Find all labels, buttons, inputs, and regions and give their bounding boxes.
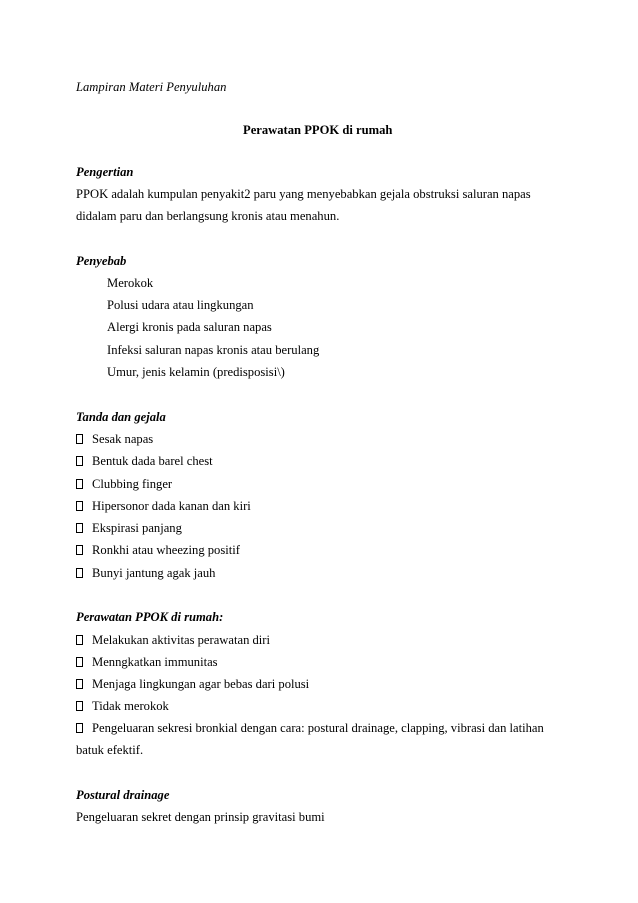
- perawatan-item-3: [76, 676, 309, 692]
- tanda-item-label: Hipersonor dada kanan dan kiri: [92, 499, 251, 513]
- checkbox-glyph-icon: [76, 568, 83, 578]
- postural-heading: Postural drainage: [76, 788, 170, 802]
- penyebab-item-5: Umur, jenis kelamin (predisposisi\): [107, 365, 285, 379]
- postural-line: Pengeluaran sekret dengan prinsip gravitasi bumi: [76, 810, 325, 824]
- lampiran-label: Lampiran Materi Penyuluhan: [76, 80, 227, 94]
- penyebab-item-3: Alergi kronis pada saluran napas: [107, 320, 272, 334]
- perawatan-item-label: Menngkatkan immunitas: [92, 655, 218, 669]
- perawatan-item-5: [76, 720, 544, 736]
- checkbox-glyph-icon: [76, 479, 83, 489]
- pengertian-heading: Pengertian: [76, 165, 134, 179]
- checkbox-glyph-icon: [76, 635, 83, 645]
- tanda-item-5: [76, 520, 182, 536]
- tanda-item-6: [76, 542, 240, 558]
- tanda-item-label: Sesak napas: [92, 432, 154, 446]
- tanda-item-label: Ronkhi atau wheezing positif: [92, 543, 240, 557]
- checkbox-glyph-icon: [76, 434, 83, 444]
- pengertian-line-2: didalam paru dan berlangsung kronis atau menahun.: [76, 209, 340, 223]
- perawatan-item-2: [76, 654, 218, 670]
- perawatan-item-4: [76, 698, 169, 714]
- checkbox-glyph-icon: [76, 523, 83, 533]
- checkbox-glyph-icon: [76, 679, 83, 689]
- perawatan-item-label: Tidak merokok: [92, 699, 169, 713]
- checkbox-glyph-icon: [76, 657, 83, 667]
- page-title: Perawatan PPOK di rumah: [243, 123, 393, 137]
- tanda-item-3: [76, 476, 172, 492]
- checkbox-glyph-icon: [76, 723, 83, 733]
- perawatan-continuation: batuk efektif.: [76, 743, 144, 757]
- tanda-item-label: Clubbing finger: [92, 477, 173, 491]
- tanda-item-1: [76, 431, 153, 447]
- tanda-item-4: [76, 498, 251, 514]
- perawatan-item-1: [76, 632, 270, 648]
- perawatan-item-label: Melakukan aktivitas perawatan diri: [92, 633, 270, 647]
- pengertian-line-1: PPOK adalah kumpulan penyakit2 paru yang menyebabkan gejala obstruksi saluran napas: [76, 187, 531, 201]
- tanda-item-2: [76, 453, 213, 469]
- tanda-item-label: Ekspirasi panjang: [92, 521, 182, 535]
- tanda-item-label: Bunyi jantung agak jauh: [92, 566, 216, 580]
- perawatan-heading: Perawatan PPOK di rumah:: [76, 610, 224, 624]
- checkbox-glyph-icon: [76, 456, 83, 466]
- penyebab-item-2: Polusi udara atau lingkungan: [107, 298, 254, 312]
- penyebab-item-1: Merokok: [107, 276, 154, 290]
- tanda-item-label: Bentuk dada barel chest: [92, 454, 213, 468]
- perawatan-item-label: Pengeluaran sekresi bronkial dengan cara: postural drainage, clapping, vibrasi dan latihan: [92, 721, 544, 735]
- tanda-item-7: [76, 565, 215, 581]
- penyebab-item-4: Infeksi saluran napas kronis atau berulang: [107, 343, 320, 357]
- checkbox-glyph-icon: [76, 545, 83, 555]
- checkbox-glyph-icon: [76, 501, 83, 511]
- tanda-heading: Tanda dan gejala: [76, 410, 166, 424]
- penyebab-heading: Penyebab: [76, 254, 127, 268]
- perawatan-item-label: Menjaga lingkungan agar bebas dari polusi: [92, 677, 310, 691]
- checkbox-glyph-icon: [76, 701, 83, 711]
